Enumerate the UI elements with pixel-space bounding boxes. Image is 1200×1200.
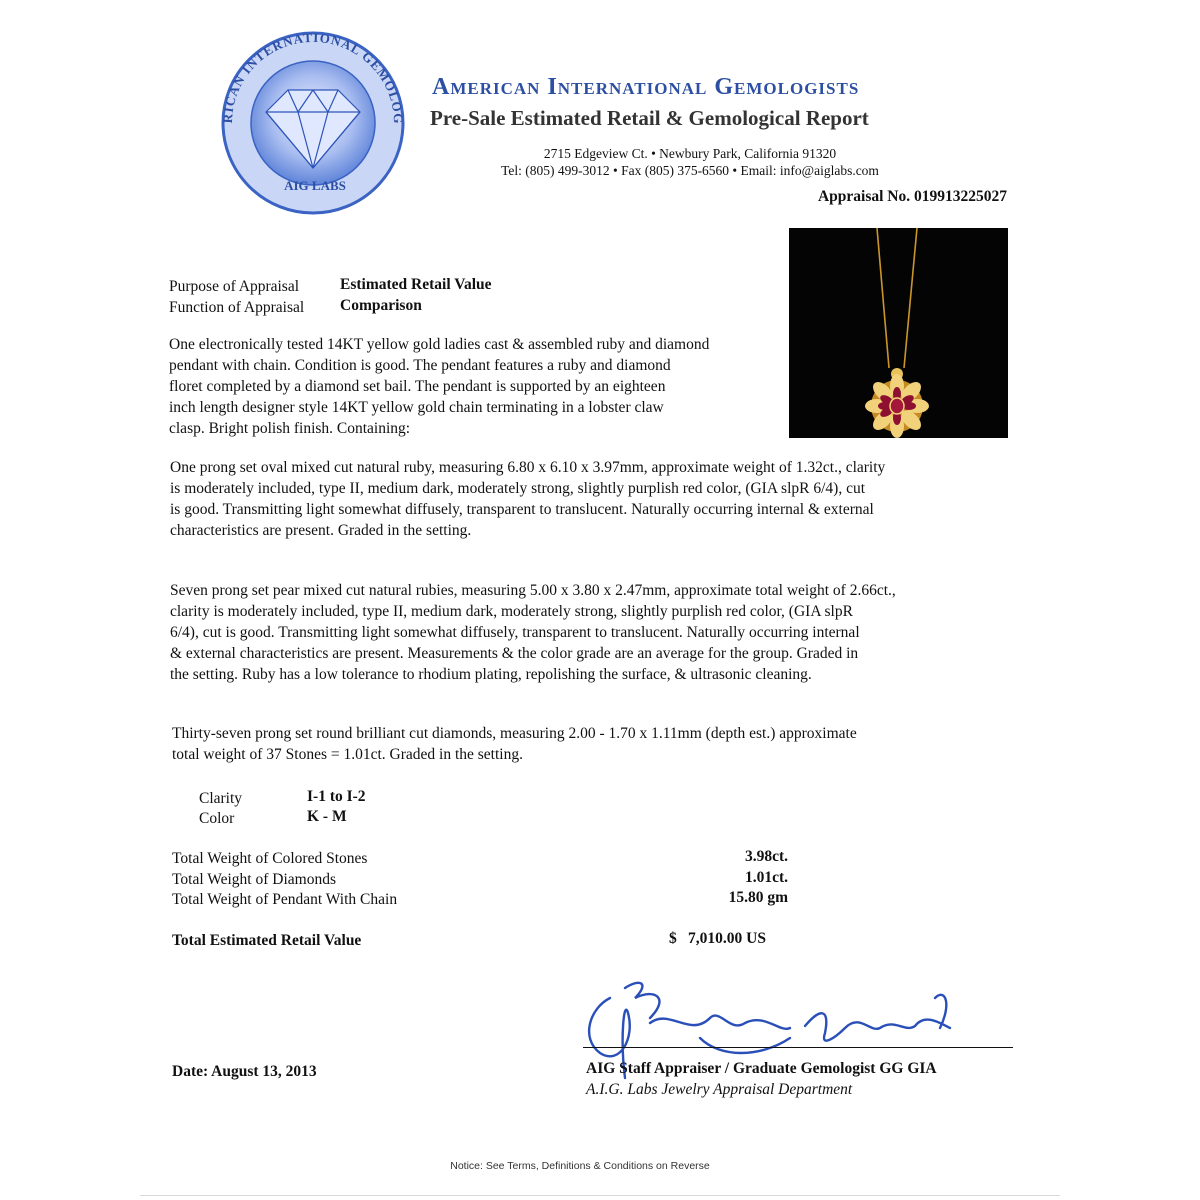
appraisal-department: A.I.G. Labs Jewelry Appraisal Department — [586, 1081, 853, 1098]
purpose-value: Estimated Retail Value — [340, 276, 492, 293]
ruby-pear-line: & external characteristics are present. Measurements & the color grade are an average for the group. Graded in — [170, 645, 859, 662]
seal-bottom-text: AIG LABS — [284, 178, 346, 193]
function-label: Function of Appraisal — [169, 299, 305, 316]
description-line: pendant with chain. Condition is good. The pendant features a ruby and diamond — [169, 357, 671, 374]
report-subtitle: Pre-Sale Estimated Retail & Gemological Report — [430, 106, 869, 130]
svg-text:AMERICAN INTERNATIONAL GEMOLOG — [218, 28, 406, 125]
total-pendant-value: 15.80 gm — [728, 889, 788, 906]
diamonds-line: Thirty-seven prong set round brilliant cut diamonds, measuring 2.00 - 1.70 x 1.11mm (depth est.) approximate — [172, 725, 857, 742]
pendant-photo — [789, 228, 1008, 438]
seal-ring-label: RICAN INTERNATIONAL GEMOLOG — [219, 29, 407, 125]
item-description — [169, 334, 709, 439]
color-label: Color — [199, 810, 235, 827]
ruby-oval-line: One prong set oval mixed cut natural ruby, measuring 6.80 x 6.10 x 3.97mm, approximate weight of 1.32ct., clarity — [170, 459, 886, 476]
company-address: 2715 Edgeview Ct. • Newbury Park, California 91320 — [543, 146, 837, 161]
description-line: inch length designer style 14KT yellow gold chain terminating in a lobster claw — [169, 399, 664, 416]
appraiser-title: AIG Staff Appraiser / Graduate Gemologist GG GIA — [586, 1060, 937, 1077]
report-date: Date: August 13, 2013 — [172, 1063, 317, 1080]
function-value: Comparison — [340, 297, 422, 314]
ruby-oval-line: is good. Transmitting light somewhat diffusely, transparent to translucent. Naturally occurring internal & external — [170, 501, 874, 518]
description-line: floret completed by a diamond set bail. The pendant is supported by an eighteen — [169, 378, 666, 395]
retail-value-label: Total Estimated Retail Value — [172, 932, 362, 949]
description-line: clasp. Bright polish finish. Containing: — [169, 420, 411, 437]
clarity-value: I-1 to I-2 — [307, 788, 366, 805]
diamonds-line: total weight of 37 Stones = 1.01ct. Graded in the setting. — [172, 746, 523, 763]
oval-ruby-description — [170, 457, 885, 541]
ruby-pear-line: the setting. Ruby has a low tolerance to rhodium plating, repolishing the surface, & ultrasonic cleaning. — [170, 666, 812, 683]
appraisal-number: Appraisal No. 019913225027 — [817, 188, 1007, 205]
pear-rubies-description — [170, 580, 896, 685]
terms-notice: Notice: See Terms, Definitions & Conditions on Reverse — [450, 1160, 710, 1172]
clarity-label: Clarity — [199, 790, 243, 807]
ruby-oval-line: is moderately included, type II, medium dark, moderately strong, slightly purplish red color, (GIA slpR 6/4), cut — [170, 480, 866, 497]
company-name: American International Gemologists — [432, 74, 860, 100]
retail-value: 7,010.00 US — [688, 930, 766, 947]
color-value: K - M — [307, 808, 347, 825]
ruby-pear-line: Seven prong set pear mixed cut natural rubies, measuring 5.00 x 3.80 x 2.47mm, approximate total weight of 2.66ct., — [170, 582, 896, 599]
purpose-label: Purpose of Appraisal — [169, 278, 300, 295]
total-colored-value: 3.98ct. — [744, 848, 788, 865]
bottom-divider — [140, 1195, 1060, 1196]
total-pendant-label: Total Weight of Pendant With Chain — [172, 891, 398, 908]
diamonds-description — [172, 723, 857, 765]
ruby-pear-line: 6/4), cut is good. Transmitting light somewhat diffusely, transparent to translucent. Naturally occurring internal — [170, 624, 860, 641]
signature-line — [583, 1047, 1013, 1048]
retail-currency: $ — [669, 930, 677, 947]
total-diamonds-value: 1.01ct. — [744, 869, 788, 886]
ruby-pear-line: clarity is moderately included, type II, medium dark, moderately strong, slightly purplish red color, (GIA slpR — [170, 603, 853, 620]
description-line: One electronically tested 14KT yellow gold ladies cast & assembled ruby and diamond — [169, 336, 710, 353]
total-diamonds-label: Total Weight of Diamonds — [172, 871, 336, 888]
company-contact: Tel: (805) 499-3012 • Fax (805) 375-6560 • Email: info@aiglabs.com — [501, 163, 879, 178]
total-colored-label: Total Weight of Colored Stones — [172, 850, 368, 867]
ruby-oval-line: characteristics are present. Graded in the setting. — [170, 522, 472, 539]
